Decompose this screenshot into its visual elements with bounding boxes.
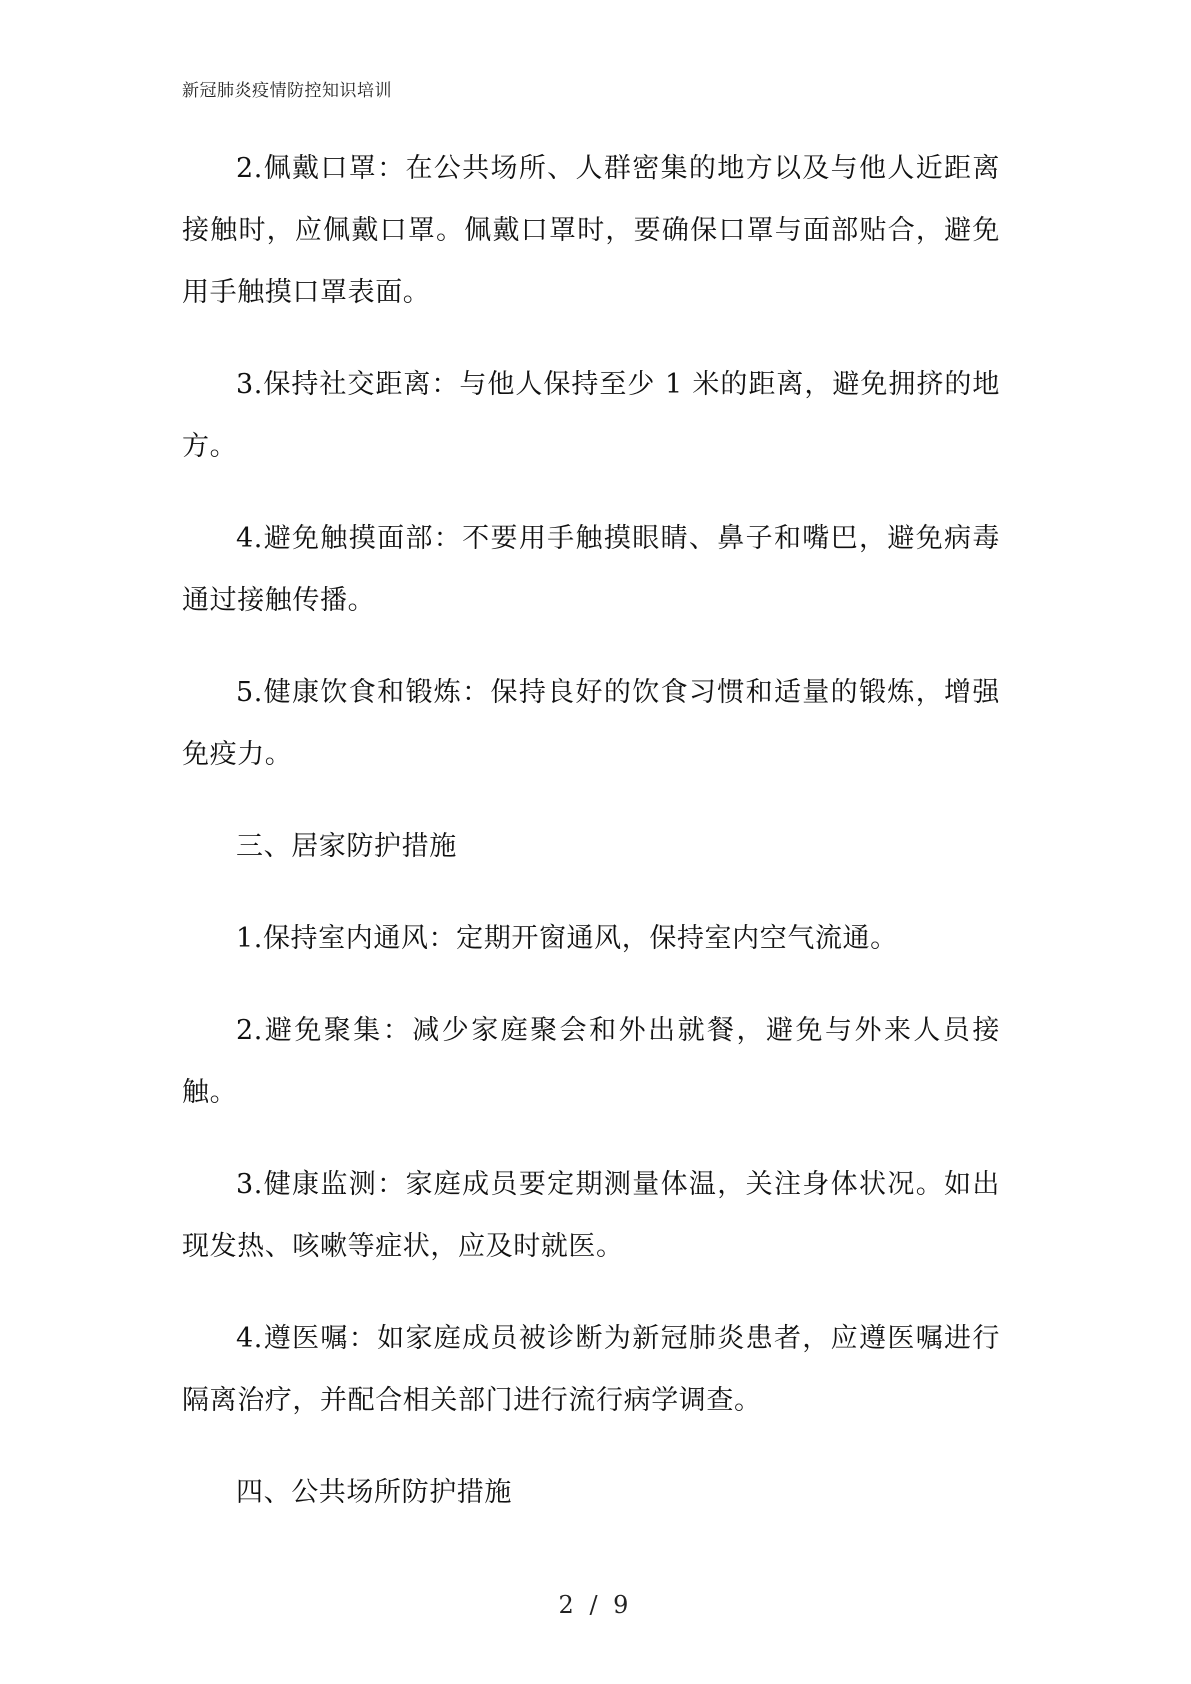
paragraph-avoid-touching-face: 4.避免触摸面部：不要用手触摸眼睛、鼻子和嘴巴，避免病毒通过接触传播。 bbox=[182, 523, 1000, 616]
section-heading-home-protection: 三、居家防护措施 bbox=[236, 831, 457, 862]
paragraph-social-distance: 3.保持社交距离：与他人保持至少 1 米的距离，避免拥挤的地方。 bbox=[182, 369, 1000, 462]
document-body bbox=[182, 138, 1000, 1554]
section-heading-public-places: 四、公共场所防护措施 bbox=[236, 1477, 512, 1508]
document-header: 新冠肺炎疫情防控知识培训 bbox=[182, 81, 392, 101]
paragraph-follow-medical-advice: 4.遵医嘱：如家庭成员被诊断为新冠肺炎患者，应遵医嘱进行隔离治疗，并配合相关部门进行流行病学调查。 bbox=[182, 1323, 1000, 1416]
paragraph-wear-mask: 2.佩戴口罩：在公共场所、人群密集的地方以及与他人近距离接触时，应佩戴口罩。佩戴口罩时，要确保口罩与面部贴合，避免用手触摸口罩表面。 bbox=[182, 153, 1000, 308]
page-number: 2 / 9 bbox=[558, 1591, 633, 1619]
paragraph-avoid-gathering: 2.避免聚集：减少家庭聚会和外出就餐，避免与外来人员接触。 bbox=[182, 1015, 1000, 1108]
paragraph-ventilation: 1.保持室内通风：定期开窗通风，保持室内空气流通。 bbox=[236, 923, 898, 954]
paragraph-health-monitoring: 3.健康监测：家庭成员要定期测量体温，关注身体状况。如出现发热、咳嗽等症状，应及时就医。 bbox=[182, 1169, 1000, 1262]
paragraph-healthy-diet-exercise: 5.健康饮食和锻炼：保持良好的饮食习惯和适量的锻炼，增强免疫力。 bbox=[182, 677, 1000, 770]
